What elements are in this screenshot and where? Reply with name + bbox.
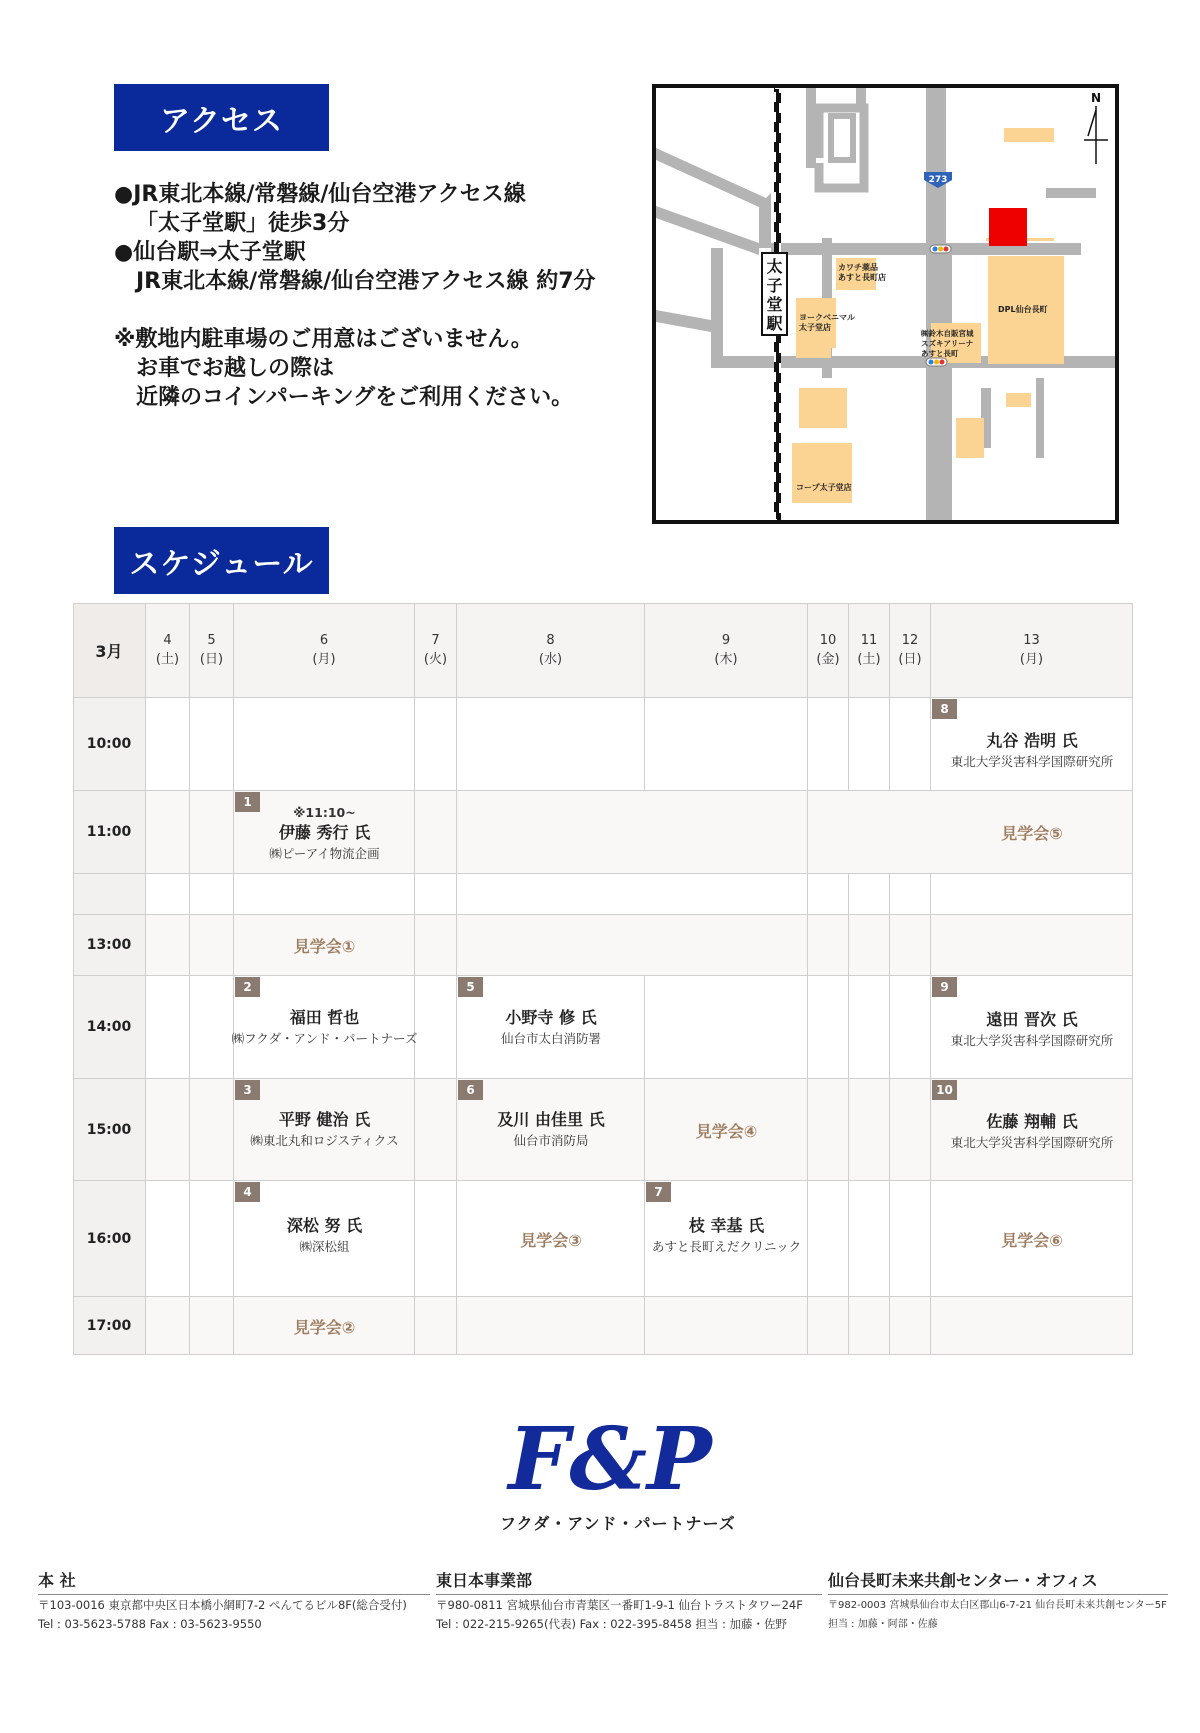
access-heading: アクセス [114,84,329,151]
speaker-organization: 仙台市消防局 [513,1133,589,1148]
map-block-outline [819,108,864,188]
speaker-name: 福田 哲也 [289,1008,360,1027]
event-speaker [931,718,1133,783]
time-label [73,874,146,915]
day-header-4: 4 (土) [146,603,190,698]
day-header-8: 8 (水) [457,603,645,698]
office-contact: Tel : 022-215-9265(代表) Fax : 022-395-8458 担当 : 加藤・佐野 [436,1617,788,1631]
map-station-char-1: 太 [766,257,783,276]
speaker-organization: 東北大学災害科学国際研究所 [950,1033,1114,1048]
time-label: 14:00 [73,976,146,1079]
event-speaker [231,993,418,1063]
event-number-badge: 10 [932,1080,957,1100]
route-line-3: ●仙台駅⇒太子堂駅 [114,240,306,265]
time-label: 15:00 [73,1079,146,1181]
speaker-organization: 仙台市太白消防署 [500,1031,601,1046]
event-speaker [645,1201,808,1271]
time-label: 13:00 [73,915,146,976]
speaker-organization: ㈱ピーアイ物流企画 [269,846,380,861]
start-time-note: ※11:10~ [293,805,356,820]
speaker-name: 丸谷 浩明 氏 [986,730,1078,750]
office-address: 〒982-0003 宮城県仙台市太白区郡山6-7-21 仙台長町未来共創センター5F [828,1600,1167,1611]
time-label: 11:00 [73,791,146,874]
map-label-york-2: 太子堂店 [799,323,831,332]
route-number: 273 [928,175,948,185]
day-header-10: 10 (金) [808,603,849,698]
north-arrow-icon [1084,91,1108,164]
tour-2: 見学会② [293,1317,356,1337]
time-label: 17:00 [73,1297,146,1355]
office-address: 〒980-0811 宮城県仙台市青葉区一番町1-9-1 仙台トラストタワー24F [436,1598,803,1612]
office-title: 本 社 [38,1568,430,1595]
day-header-11: 11 (土) [849,603,890,698]
event-speaker [457,1095,645,1165]
event-number-badge: 4 [235,1182,260,1202]
parking-note-1: ※敷地内駐車場のご用意はございません。 [114,327,533,352]
route-line-4: JR東北本線/常磐線/仙台空港アクセス線 約7分 [136,269,596,294]
event-number-badge: 1 [235,792,260,812]
time-label: 10:00 [73,698,146,791]
tour-6: 見学会⑥ [1001,1230,1063,1250]
access-map [652,84,1119,524]
office-contact: Tel : 03-5623-5788 Fax : 03-5623-9550 [38,1617,262,1631]
speaker-name: 佐藤 翔輔 氏 [986,1112,1078,1131]
day-header-13: 13 (月) [931,603,1133,698]
event-speaker [931,1097,1133,1167]
map-label-suzuki-2: スズキアリーナ [921,339,974,348]
office-nagamachi [828,1568,1168,1633]
day-header-5: 5 (日) [190,603,234,698]
office-contact: 担当 : 加藤・阿部・佐藤 [828,1619,938,1630]
office-address: 〒103-0016 東京都中央区日本橋小網町7-2 ぺんてるビル8F(総合受付) [38,1598,407,1612]
event-number-badge: 7 [646,1182,671,1202]
traffic-light-icon [926,358,947,366]
office-title: 東日本事業部 [436,1568,822,1595]
speaker-name: 深松 努 氏 [286,1216,363,1235]
event-speaker [234,1095,415,1165]
map-station-char-4: 駅 [766,314,783,333]
tour-3: 見学会③ [520,1230,582,1250]
speaker-name: 遠田 晋次 氏 [986,1010,1078,1029]
day-header-6: 6 (月) [234,603,415,698]
speaker-organization: ㈱フクダ・アンド・パートナーズ [231,1031,418,1046]
map-label-suzuki-1: ㈱鈴木自販宮城 [921,329,974,338]
map-station-char-2: 子 [766,276,783,295]
event-number-badge: 2 [235,977,260,997]
speaker-name: 伊藤 秀行 氏 [278,823,371,842]
parking-note-3: 近隣のコインパーキングをご利用ください。 [136,385,574,410]
parking-note-2: お車でお越しの際は [136,356,335,381]
route-line-2: 「太子堂駅」徒歩3分 [136,211,350,236]
speaker-name: 平野 健治 氏 [278,1110,371,1129]
traffic-light-icon [930,245,951,253]
logo-company-name: フクダ・アンド・パートナーズ [500,1514,736,1533]
company-logo [500,1409,736,1534]
route-line-1: ●JR東北本線/常磐線/仙台空港アクセス線 [114,182,526,207]
map-label-dpl: DPL仙台長町 [998,305,1048,314]
speaker-organization: ㈱東北丸和ロジスティクス [250,1133,399,1148]
tour-4: 見学会④ [695,1121,758,1141]
logo-mark: F&P [508,1409,712,1510]
event-number-badge: 3 [235,1080,260,1100]
office-east-japan [436,1568,822,1633]
map-svg [656,88,1115,520]
speaker-name: 小野寺 修 氏 [505,1008,597,1027]
month-label: 3月 [73,603,146,698]
map-label-kawachi-1: カワチ薬品 [838,263,878,272]
event-speaker [234,1201,415,1271]
time-label: 16:00 [73,1181,146,1297]
day-header-9: 9 (木) [645,603,808,698]
speaker-organization: 東北大学災害科学国際研究所 [950,1135,1114,1150]
office-headquarters [38,1568,430,1633]
north-label: N [1090,91,1102,105]
tour-5: 見学会⑤ [1001,824,1063,843]
event-speaker [234,795,415,873]
day-header-7: 7 (火) [415,603,457,698]
map-label-coop: コープ太子堂店 [796,483,852,492]
event-number-badge: 9 [932,977,957,997]
speaker-organization: ㈱深松組 [299,1239,350,1254]
map-label-kawachi-2: あすと長町店 [838,273,886,282]
event-number-badge: 8 [932,699,957,719]
map-label-suzuki-3: あすと長町 [921,349,959,358]
tour-1: 見学会① [293,937,356,956]
speaker-name: 及川 由佳里 氏 [497,1110,605,1129]
schedule-heading: スケジュール [114,527,329,594]
access-directions [114,180,596,412]
map-station-char-3: 堂 [766,295,783,314]
office-title: 仙台長町未来共創センター・オフィス [828,1568,1168,1595]
schedule-table [73,603,1133,1355]
speaker-organization: 東北大学災害科学国際研究所 [950,753,1114,769]
day-header-12: 12 (日) [890,603,931,698]
speaker-organization: あすと長町えだクリニック [651,1239,802,1254]
map-target-marker [989,208,1027,246]
map-label-york-1: ヨークベニマル [799,313,855,322]
event-speaker [931,995,1133,1065]
event-speaker [457,993,645,1063]
event-number-badge: 5 [458,977,483,997]
event-number-badge: 6 [458,1080,483,1100]
speaker-name: 枝 幸基 氏 [688,1216,765,1235]
